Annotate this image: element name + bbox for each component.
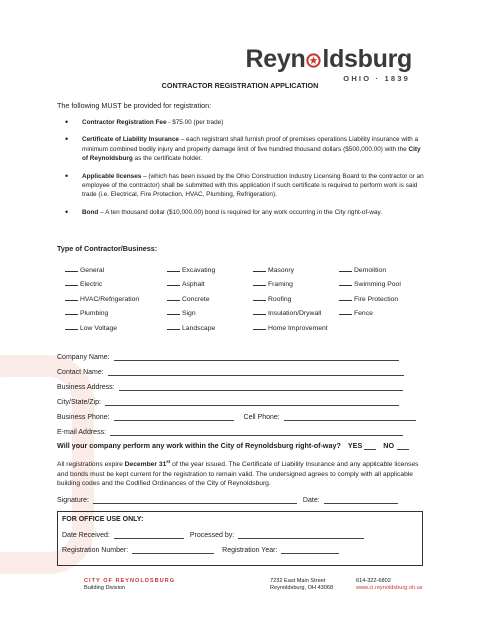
cell-field[interactable]	[284, 412, 416, 421]
email-label: E-mail Address:	[57, 429, 107, 436]
date-field[interactable]	[324, 495, 398, 504]
bullet-icon: •	[65, 170, 69, 181]
type-option[interactable]	[339, 264, 401, 278]
star-logo-icon	[306, 53, 321, 68]
check-blank[interactable]	[65, 264, 78, 272]
expiration-notice	[57, 457, 425, 489]
requirement-label: Bond	[82, 208, 99, 216]
address-field[interactable]	[119, 382, 403, 391]
yes-blank[interactable]	[364, 441, 376, 450]
office-heading: FOR OFFICE USE ONLY:	[62, 516, 144, 523]
address-label: Business Address:	[57, 384, 115, 391]
type-option[interactable]	[65, 293, 139, 307]
bullet-icon: •	[65, 117, 69, 127]
check-blank[interactable]	[167, 307, 180, 315]
type-label: HVAC/Refrigeration	[80, 295, 140, 303]
processed-by-field[interactable]	[238, 530, 364, 539]
check-blank[interactable]	[253, 264, 266, 272]
no-blank[interactable]	[397, 441, 409, 450]
bullet-icon: •	[65, 206, 69, 217]
type-label: Low Voltage	[80, 324, 118, 332]
footer-city	[84, 578, 175, 593]
city-field[interactable]	[105, 397, 399, 406]
type-option[interactable]	[339, 278, 401, 292]
office-row-2	[62, 545, 339, 554]
type-option[interactable]	[167, 278, 215, 292]
type-label: Masonry	[268, 267, 295, 274]
check-blank[interactable]	[339, 278, 352, 286]
company-field[interactable]	[114, 352, 399, 361]
type-option[interactable]	[167, 322, 215, 336]
footer-phone: 614-322-6802	[356, 578, 391, 584]
logo-word-prefix: Reyn	[245, 45, 306, 73]
check-blank[interactable]	[167, 278, 180, 286]
city-logo	[245, 46, 412, 83]
type-option[interactable]	[65, 264, 139, 278]
type-label: Demolition	[354, 267, 387, 274]
footer-street: 7232 East Main Street	[270, 578, 326, 584]
requirement-label: City of Reynoldsburg	[82, 145, 421, 163]
page-title: CONTRACTOR REGISTRATION APPLICATION	[161, 81, 319, 90]
requirement-label: Applicable licenses	[82, 172, 142, 180]
logo-word-suffix: ldsburg	[322, 45, 412, 73]
type-option[interactable]	[167, 307, 215, 321]
contact-row	[57, 364, 404, 376]
type-column	[339, 264, 401, 322]
yes-label: YES	[347, 441, 363, 450]
check-blank[interactable]	[65, 293, 78, 301]
company-row	[57, 349, 399, 361]
type-label: Sign	[182, 310, 196, 318]
check-blank[interactable]	[65, 307, 78, 315]
footer-contact	[356, 578, 423, 593]
office-use-box	[57, 511, 423, 566]
requirement-label: Certificate of Liability Insurance	[82, 136, 179, 144]
check-blank[interactable]	[253, 307, 266, 315]
type-option[interactable]	[339, 293, 401, 307]
requirement-fee	[57, 118, 425, 127]
type-label: Fire Protection	[354, 295, 399, 303]
right-of-way-row	[57, 438, 409, 450]
footer-city-state: Reynoldsburg, OH 43068	[270, 585, 334, 592]
check-blank[interactable]	[253, 278, 266, 286]
type-column	[253, 264, 328, 336]
registration-number-label: Registration Number:	[62, 547, 129, 554]
notice-text: of the year issued. The Certificate of Liability Insurance and any applicable licenses and bonds must be kept current for the registration to remain valid. The undersigned agrees to comply with all applicable building codes and the Codified Ordinances of the City of Reynoldsburg.	[57, 461, 419, 488]
check-blank[interactable]	[253, 322, 266, 330]
requirement-text: – (which has been issued by the Ohio Construction Industry Licensing Board to the contractor or an employee of the contractor) shall be submitted with this application if such certificate is required to perform work is said trade (i.e. Electrical, Fire Protection, HVAC, Plumbing, Refrigeration).	[82, 172, 424, 199]
logo-tagline: OHIO · 1839	[343, 74, 410, 83]
requirement-insurance	[57, 135, 425, 163]
type-label: Framing	[268, 281, 293, 289]
bullet-icon: •	[65, 134, 69, 145]
contractor-type-heading: Type of Contractor/Business:	[57, 244, 158, 253]
requirement-text: – each registrant shall furnish proof of premises operations Liability insurance with a minimum combined bodily injury and property damage limit of five hundred thousand dollars ($500,000.00) with the	[82, 136, 419, 153]
requirement-text: as the certificate holder.	[132, 155, 203, 163]
registration-year-field[interactable]	[281, 545, 339, 554]
footer-address	[270, 578, 333, 593]
date-received-label: Date Received:	[62, 532, 110, 539]
contact-label: Contact Name:	[57, 369, 104, 376]
cell-label: Cell Phone:	[243, 414, 280, 421]
requirements-list	[57, 118, 425, 225]
notice-text: All registrations expire	[57, 461, 125, 469]
type-option[interactable]	[253, 293, 328, 307]
phone-label: Business Phone:	[57, 414, 110, 421]
type-label: Roofing	[268, 295, 292, 303]
signature-label: Signature:	[57, 497, 89, 504]
registration-number-field[interactable]	[132, 545, 214, 554]
email-row	[57, 424, 403, 436]
requirement-bond	[57, 208, 425, 217]
right-of-way-question: Will your company perform any work within the City of Reynoldsburg right-of-way?	[57, 441, 341, 450]
type-label: Excavating	[182, 267, 216, 274]
type-label: Home Improvement	[268, 324, 328, 332]
office-row-1	[62, 530, 364, 539]
phone-row	[57, 409, 416, 421]
type-option[interactable]	[253, 307, 328, 321]
type-option[interactable]	[253, 322, 328, 336]
type-label: Landscape	[182, 324, 216, 332]
check-blank[interactable]	[167, 322, 180, 330]
check-blank[interactable]	[253, 293, 266, 301]
date-label: Date:	[302, 497, 320, 504]
type-column	[167, 264, 215, 336]
contact-field[interactable]	[108, 367, 404, 376]
logo-wordmark	[245, 46, 412, 72]
type-option[interactable]	[65, 322, 139, 336]
footer-division: Building Division	[84, 585, 126, 592]
check-blank[interactable]	[167, 264, 180, 272]
check-blank[interactable]	[339, 293, 352, 301]
type-label: Electric	[80, 281, 103, 289]
signature-field[interactable]	[93, 495, 297, 504]
check-blank[interactable]	[339, 264, 352, 272]
phone-field[interactable]	[114, 412, 234, 421]
footer-city-name: CITY OF REYNOLDSBURG	[84, 578, 176, 584]
requirement-text: – A ten thousand dollar ($10,000.00) bond is required for any work occurring in the City right-of-way.	[98, 208, 383, 216]
type-option[interactable]	[167, 293, 215, 307]
notice-date: December 31	[124, 461, 167, 469]
date-received-field[interactable]	[114, 530, 184, 539]
intro-text: The following MUST be provided for registration:	[57, 101, 212, 110]
registration-year-label: Registration Year:	[222, 547, 278, 554]
type-option[interactable]	[167, 264, 215, 278]
type-column	[65, 264, 139, 336]
type-option[interactable]	[65, 307, 139, 321]
type-label: General	[80, 267, 105, 274]
processed-by-label: Processed by:	[189, 532, 235, 539]
check-blank[interactable]	[65, 278, 78, 286]
check-blank[interactable]	[339, 307, 352, 315]
type-option[interactable]	[65, 278, 139, 292]
type-label: Fence	[354, 310, 373, 318]
email-field[interactable]	[110, 427, 403, 436]
type-label: Plumbing	[80, 310, 109, 318]
type-label: Concrete	[182, 295, 210, 303]
check-blank[interactable]	[65, 322, 78, 330]
no-label: NO	[383, 441, 395, 450]
check-blank[interactable]	[167, 293, 180, 301]
requirement-licenses	[57, 172, 425, 200]
requirement-text: - $75.00 (per trade)	[166, 119, 224, 126]
type-option[interactable]	[253, 264, 328, 278]
requirement-label: Contractor Registration Fee	[82, 119, 167, 126]
address-row	[57, 379, 403, 391]
type-option[interactable]	[253, 278, 328, 292]
type-label: Asphalt	[182, 281, 205, 289]
city-label: City/State/Zip:	[57, 399, 101, 406]
company-label: Company Name:	[57, 354, 110, 361]
signature-row	[57, 492, 398, 504]
type-label: Insulation/Drywall	[268, 310, 322, 318]
footer-website-link[interactable]: www.ci.reynoldsburg.oh.us	[356, 585, 423, 592]
city-row	[57, 394, 399, 406]
type-option[interactable]	[339, 307, 401, 321]
notice-date-suffix: st	[166, 459, 171, 464]
type-label: Swimming Pool	[354, 281, 401, 289]
